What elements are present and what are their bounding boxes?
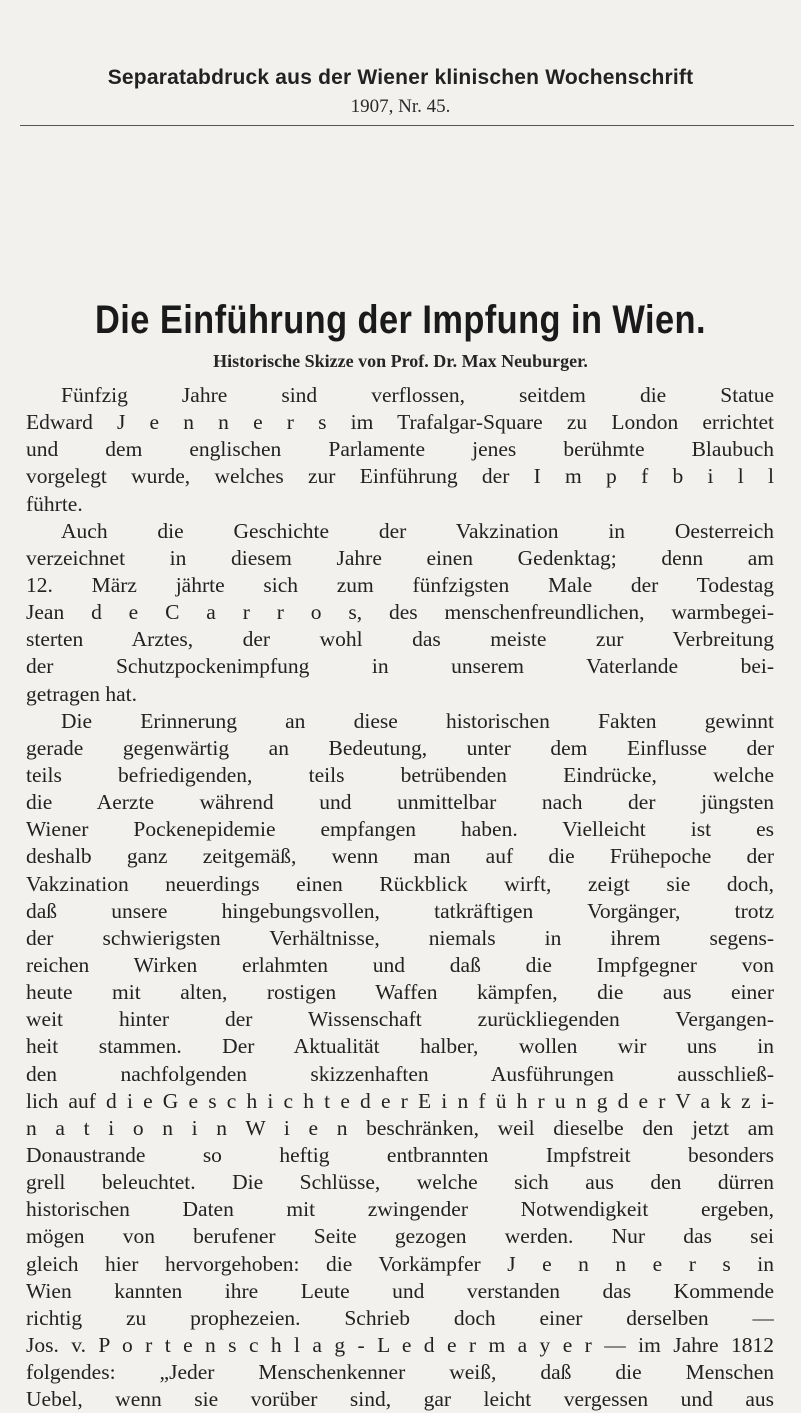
text-line: der schwierigsten Verhältnisse, niemals in ihrem segens-: [26, 925, 774, 950]
text-line: 12. März jährte sich zum fünfzigsten Male der Todestag: [26, 572, 774, 597]
text-line: den nachfolgenden skizzenhaften Ausführungen ausschließ-: [26, 1061, 774, 1086]
text-line: daß unsere hingebungsvollen, tatkräftigen Vorgänger, trotz: [26, 898, 774, 923]
journal-header-title: Separatabdruck aus der Wiener klinischen Wochenschrift: [107, 66, 694, 89]
article-subtitle: [0, 351, 801, 372]
text-line: historischen Daten mit zwingender Notwendigkeit ergeben,: [26, 1197, 774, 1222]
text-line: mögen von berufener Seite gezogen werden. Nur das sei: [26, 1224, 774, 1249]
text-line: Jos. v. P o r t e n s c h l a g - L e d e r m a y e r — im Jahre 1812: [26, 1332, 774, 1357]
text-line: Wien kannten ihre Leute und verstanden das Kommende: [26, 1278, 774, 1303]
text-line: Vakzination neuerdings einen Rückblick wirft, zeigt sie doch,: [26, 871, 774, 896]
text-line: Fünfzig Jahre sind verflossen, seitdem die Statue: [61, 383, 774, 407]
text-line: und dem englischen Parlamente jenes berühmte Blaubuch: [26, 437, 774, 462]
text-line: weit hinter der Wissenschaft zurückliegenden Vergangen-: [26, 1007, 774, 1032]
text-line: getragen hat.: [26, 681, 138, 706]
text-line: sterten Arztes, der wohl das meiste zur Verbreitung: [26, 627, 774, 652]
text-line: Die Erinnerung an diese historischen Fakten gewinnt: [61, 708, 774, 733]
header-divider: [20, 125, 794, 126]
author-name: Max Neuburger.: [461, 351, 588, 371]
text-line: führte.: [26, 491, 83, 516]
text-line: Edward J e n n e r s im Trafalgar-Square zu London errichtet: [26, 410, 774, 435]
text-line: verzeichnet in diesem Jahre einen Gedenktag; denn am: [26, 545, 774, 570]
article-body: [26, 382, 774, 1413]
text-line: lich auf d i e G e s c h i c h t e d e r E i n f ü h r u n g d e r V a k z i-: [26, 1088, 774, 1113]
text-line: folgendes: „Jeder Menschenkenner weiß, daß die Menschen: [26, 1360, 774, 1385]
text-line: Jean d e C a r r o s, des menschenfreundlichen, warmbegei-: [26, 600, 774, 625]
text-line: Wiener Pockenepidemie empfangen haben. Vielleicht ist es: [26, 817, 774, 842]
text-line: die Aerzte während und unmittelbar nach der jüngsten: [26, 790, 774, 815]
text-line: reichen Wirken erlahmten und daß die Impfgegner von: [26, 952, 774, 977]
text-line: Uebel, wenn sie vorüber sind, gar leicht vergessen und aus: [26, 1387, 774, 1412]
text-line: n a t i o n i n W i e n beschränken, weil dieselbe den jetzt am: [26, 1115, 774, 1140]
text-line: gleich hier hervorgehoben: die Vorkämpfer J e n n e r s in: [26, 1251, 774, 1276]
text-line: vorgelegt wurde, welches zur Einführung der I m p f b i l l: [26, 464, 774, 489]
text-line: heute mit alten, rostigen Waffen kämpfen, die aus einer: [26, 980, 774, 1005]
text-line: der Schutzpockenimpfung in unserem Vaterlande bei-: [26, 654, 774, 679]
text-line: gerade gegenwärtig an Bedeutung, unter dem Einflusse der: [26, 735, 774, 760]
text-line: Donaustrande so heftig entbrannten Impfstreit besonders: [26, 1142, 774, 1167]
text-line: teils befriedigenden, teils betrübenden Eindrücke, welche: [26, 762, 774, 787]
text-line: grell beleuchtet. Die Schlüsse, welche sich aus den dürren: [26, 1170, 774, 1195]
subtitle-prefix: Historische Skizze von Prof. Dr.: [213, 351, 458, 371]
journal-issue: 1907, Nr. 45.: [350, 96, 451, 117]
text-line: deshalb ganz zeitgemäß, wenn man auf die Frühepoche der: [26, 844, 774, 869]
text-line: heit stammen. Der Aktualität halber, wollen wir uns in: [26, 1034, 774, 1059]
text-line: richtig zu prophezeien. Schrieb doch einer derselben —: [26, 1305, 774, 1330]
text-line: Auch die Geschichte der Vakzination in Oesterreich: [61, 518, 774, 543]
article-title: Die Einführung der Impfung in Wien.: [95, 298, 706, 342]
